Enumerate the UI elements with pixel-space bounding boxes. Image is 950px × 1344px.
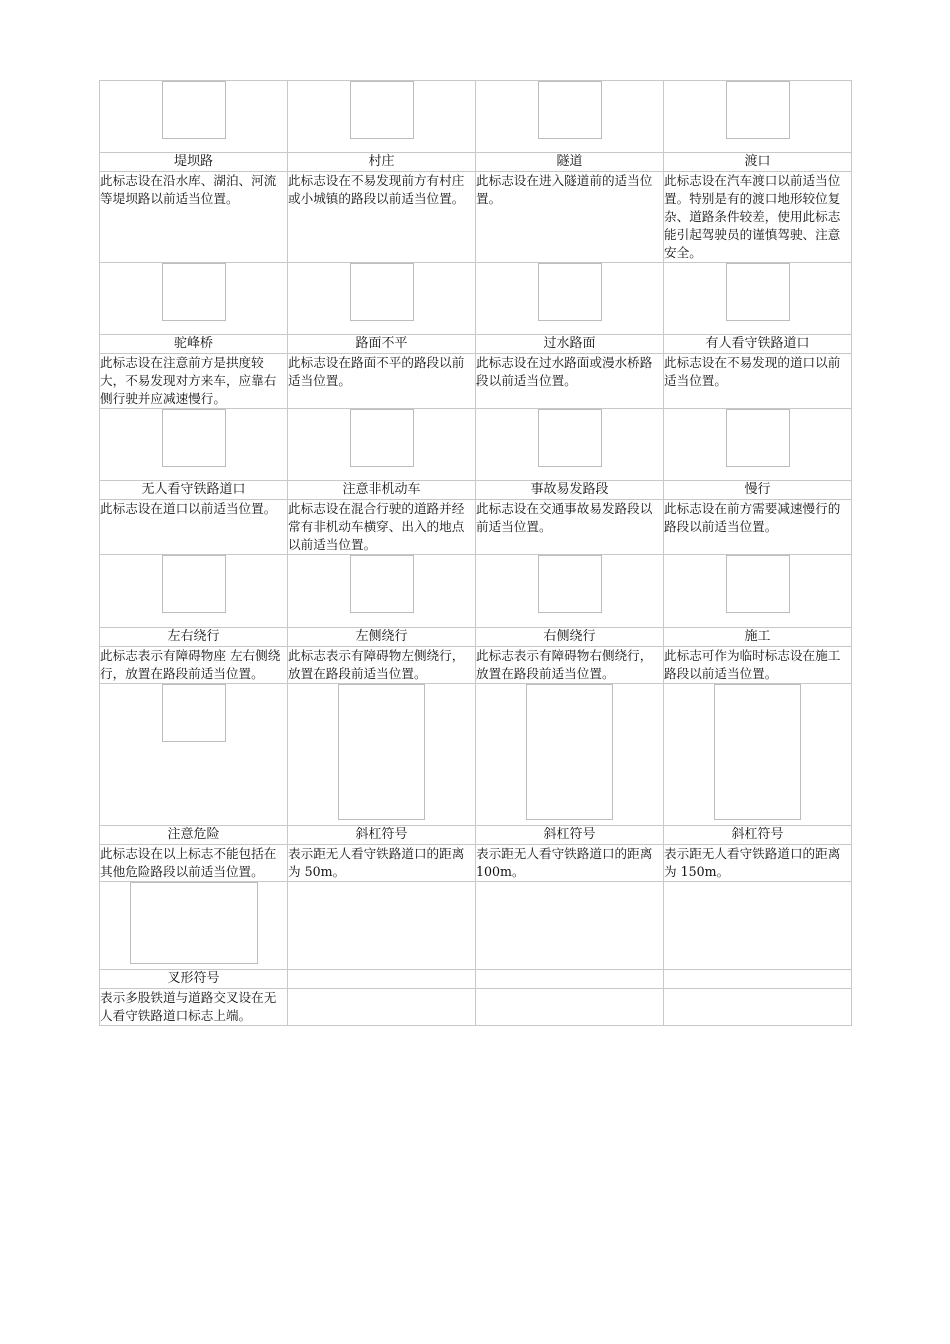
sign-name: 注意危险 bbox=[100, 826, 288, 845]
sign-image-placeholder bbox=[726, 81, 790, 139]
sign-image-cell bbox=[100, 409, 288, 481]
sign-description: 表示距无人看守铁路道口的距离为 50m。 bbox=[288, 845, 476, 882]
sign-description: 此标志设在不易发现的道口以前适当位置。 bbox=[664, 354, 852, 409]
sign-image-cell bbox=[476, 684, 664, 826]
sign-image-placeholder bbox=[726, 555, 790, 613]
sign-name: 左右绕行 bbox=[100, 628, 288, 647]
sign-image-placeholder bbox=[162, 684, 226, 742]
sign-description bbox=[476, 989, 664, 1026]
sign-name: 过水路面 bbox=[476, 335, 664, 354]
sign-name: 村庄 bbox=[288, 153, 476, 172]
sign-image-cell bbox=[100, 263, 288, 335]
sign-image-placeholder bbox=[350, 81, 414, 139]
sign-image-placeholder bbox=[162, 263, 226, 321]
sign-image-row bbox=[100, 882, 852, 970]
sign-name: 斜杠符号 bbox=[288, 826, 476, 845]
sign-table bbox=[99, 80, 852, 1026]
sign-image-cell bbox=[100, 81, 288, 153]
sign-description: 表示多股铁道与道路交叉设在无人看守铁路道口标志上端。 bbox=[100, 989, 288, 1026]
sign-description: 此标志设在进入隧道前的适当位置。 bbox=[476, 172, 664, 263]
sign-description: 此标志设在前方需要减速慢行的路段以前适当位置。 bbox=[664, 500, 852, 555]
sign-description: 此标志设在混合行驶的道路并经常有非机动车横穿、出入的地点以前适当位置。 bbox=[288, 500, 476, 555]
sign-image-cell bbox=[476, 409, 664, 481]
sign-image-placeholder bbox=[726, 263, 790, 321]
sign-description: 此标志表示有障碍物座 左右侧绕行，放置在路段前适当位置。 bbox=[100, 647, 288, 684]
sign-image-cell bbox=[664, 81, 852, 153]
sign-image-row bbox=[100, 555, 852, 628]
sign-image-cell bbox=[664, 409, 852, 481]
sign-image-cell bbox=[100, 882, 288, 970]
sign-image-placeholder bbox=[162, 555, 226, 613]
sign-image-row bbox=[100, 81, 852, 153]
sign-name: 注意非机动车 bbox=[288, 481, 476, 500]
sign-name: 施工 bbox=[664, 628, 852, 647]
sign-image-cell bbox=[476, 882, 664, 970]
sign-image-cell bbox=[100, 555, 288, 628]
sign-name-row bbox=[100, 481, 852, 500]
sign-description-row bbox=[100, 647, 852, 684]
sign-image-cell bbox=[476, 81, 664, 153]
sign-image-cell bbox=[476, 263, 664, 335]
sign-name: 叉形符号 bbox=[100, 970, 288, 989]
sign-name: 有人看守铁路道口 bbox=[664, 335, 852, 354]
sign-image-placeholder bbox=[538, 555, 602, 613]
sign-image-row bbox=[100, 409, 852, 481]
sign-image-placeholder bbox=[726, 409, 790, 467]
sign-description: 此标志表示有障碍物右侧绕行，放置在路段前适当位置。 bbox=[476, 647, 664, 684]
sign-description bbox=[288, 989, 476, 1026]
sign-name-row bbox=[100, 153, 852, 172]
sign-description-row bbox=[100, 354, 852, 409]
sign-description: 此标志可作为临时标志设在施工路段以前适当位置。 bbox=[664, 647, 852, 684]
sign-name bbox=[664, 970, 852, 989]
sign-image-cell bbox=[664, 684, 852, 826]
sign-image-cell bbox=[288, 882, 476, 970]
sign-description: 此标志设在交通事故易发路段以前适当位置。 bbox=[476, 500, 664, 555]
sign-image-cell bbox=[100, 684, 288, 826]
sign-image-cell bbox=[288, 263, 476, 335]
sign-image-cell bbox=[288, 684, 476, 826]
sign-name: 右侧绕行 bbox=[476, 628, 664, 647]
sign-description: 表示距无人看守铁路道口的距离 100m。 bbox=[476, 845, 664, 882]
sign-description: 此标志设在道口以前适当位置。 bbox=[100, 500, 288, 555]
sign-description: 此标志设在沿水库、湖泊、河流等堤坝路以前适当位置。 bbox=[100, 172, 288, 263]
sign-name bbox=[288, 970, 476, 989]
sign-description-row bbox=[100, 172, 852, 263]
sign-description: 此标志表示有障碍物左侧绕行，放置在路段前适当位置。 bbox=[288, 647, 476, 684]
sign-image-cell bbox=[288, 409, 476, 481]
sign-image-cell bbox=[664, 882, 852, 970]
sign-image-placeholder bbox=[526, 684, 613, 820]
sign-name: 驼峰桥 bbox=[100, 335, 288, 354]
sign-name: 堤坝路 bbox=[100, 153, 288, 172]
sign-name: 斜杠符号 bbox=[476, 826, 664, 845]
sign-name-row bbox=[100, 826, 852, 845]
sign-name: 渡口 bbox=[664, 153, 852, 172]
sign-reference-sheet bbox=[99, 80, 851, 1026]
sign-image-row bbox=[100, 263, 852, 335]
sign-description: 此标志设在路面不平的路段以前适当位置。 bbox=[288, 354, 476, 409]
sign-name-row bbox=[100, 335, 852, 354]
sign-name: 路面不平 bbox=[288, 335, 476, 354]
sign-image-placeholder bbox=[130, 882, 258, 964]
sign-description: 此标志设在汽车渡口以前适当位置。特别是有的渡口地形较位复杂、道路条件较差，使用此标志能引起驾驶员的谨慎驾驶、注意安全。 bbox=[664, 172, 852, 263]
sign-image-cell bbox=[288, 81, 476, 153]
sign-name-row bbox=[100, 970, 852, 989]
sign-name: 左侧绕行 bbox=[288, 628, 476, 647]
sign-name: 慢行 bbox=[664, 481, 852, 500]
sign-name: 事故易发路段 bbox=[476, 481, 664, 500]
sign-description: 此标志设在以上标志不能包括在其他危险路段以前适当位置。 bbox=[100, 845, 288, 882]
sign-image-cell bbox=[664, 263, 852, 335]
sign-image-placeholder bbox=[538, 409, 602, 467]
sign-description: 表示距无人看守铁路道口的距离为 150m。 bbox=[664, 845, 852, 882]
sign-image-row bbox=[100, 684, 852, 826]
sign-image-cell bbox=[476, 555, 664, 628]
sign-image-placeholder bbox=[714, 684, 801, 820]
sign-description-row bbox=[100, 845, 852, 882]
sign-name: 无人看守铁路道口 bbox=[100, 481, 288, 500]
sign-image-cell bbox=[664, 555, 852, 628]
sign-description-row bbox=[100, 500, 852, 555]
sign-image-placeholder bbox=[162, 81, 226, 139]
sign-image-placeholder bbox=[338, 684, 425, 820]
sign-name bbox=[476, 970, 664, 989]
sign-image-placeholder bbox=[538, 81, 602, 139]
sign-image-placeholder bbox=[162, 409, 226, 467]
sign-image-cell bbox=[288, 555, 476, 628]
sign-image-placeholder bbox=[350, 263, 414, 321]
sign-description: 此标志设在注意前方是拱度较大，不易发现对方来车，应靠右侧行驶并应减速慢行。 bbox=[100, 354, 288, 409]
sign-image-placeholder bbox=[350, 409, 414, 467]
sign-name-row bbox=[100, 628, 852, 647]
sign-name: 斜杠符号 bbox=[664, 826, 852, 845]
sign-description: 此标志设在不易发现前方有村庄或小城镇的路段以前适当位置。 bbox=[288, 172, 476, 263]
sign-image-placeholder bbox=[538, 263, 602, 321]
sign-name: 隧道 bbox=[476, 153, 664, 172]
sign-image-placeholder bbox=[350, 555, 414, 613]
sign-description: 此标志设在过水路面或漫水桥路段以前适当位置。 bbox=[476, 354, 664, 409]
sign-description bbox=[664, 989, 852, 1026]
sign-description-row bbox=[100, 989, 852, 1026]
